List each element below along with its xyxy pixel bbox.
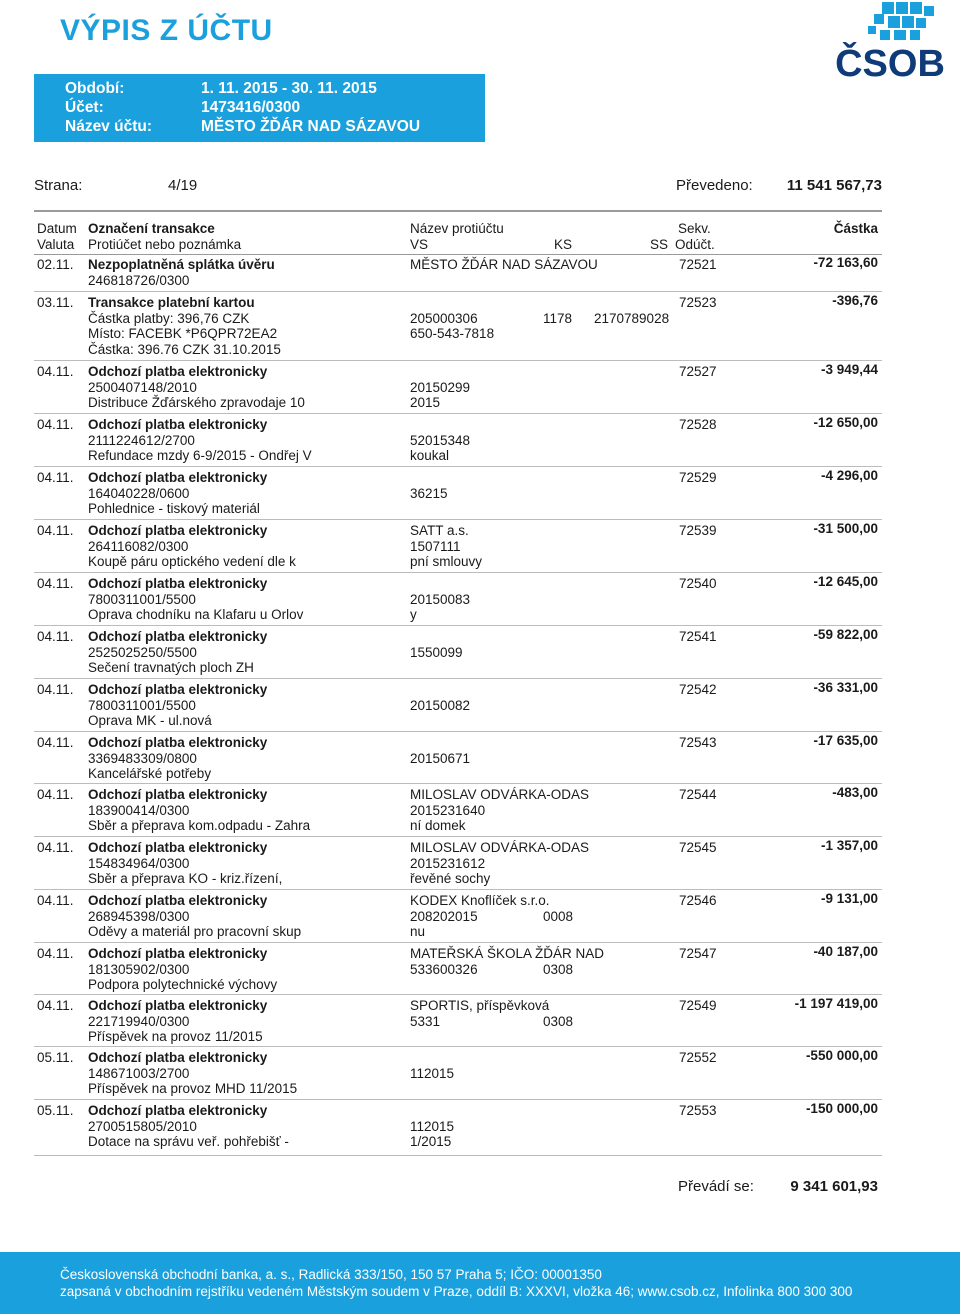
tx-date: 04.11. [37,840,74,855]
transaction-row [0,1103,960,1155]
tx-line-3: Oprava chodníku na Klafaru u Orlov [88,607,304,623]
tx-line-3: Koupě páru optického vedení dle k [88,554,296,570]
tx-ss: 2170789028 [594,310,670,326]
tx-date: 04.11. [37,998,74,1013]
tx-type: Odchozí platba elektronicky [88,735,268,750]
tx-date: 04.11. [37,893,74,908]
tx-name-2: 52015348 [410,432,471,448]
tx-type: Odchozí platba elektronicky [88,840,268,855]
tx-date: 04.11. [37,629,74,644]
tx-date: 02.11. [37,257,74,272]
row-divider [34,1046,882,1047]
tx-name-2: 2015231640 [410,802,486,818]
tx-seq: 72553 [679,1103,717,1118]
tx-line-2: 154834964/0300 [88,855,190,871]
transaction-row [0,893,960,942]
tx-amount: -72 163,60 [813,255,878,270]
header-bottom-rule [34,254,882,255]
footer-line-2: zapsaná v obchodním rejstříku vedeném Městským soudem v Praze, oddíl B: XXXVI, vložka 46; www.csob.cz, Infolinka 800 300 300 [60,1284,853,1299]
tx-seq: 72523 [679,295,717,310]
transaction-row [0,523,960,572]
tx-date: 04.11. [37,417,74,432]
row-divider [34,572,882,573]
tx-name-3: 1/2015 [410,1134,452,1150]
tx-type: Odchozí platba elektronicky [88,364,268,379]
tx-name-2: 36215 [410,485,448,501]
col-ks: KS [554,237,573,252]
tx-seq: 72543 [679,735,717,750]
tx-line-2: 246818726/0300 [88,272,190,288]
tx-name: SATT a.s. [410,523,469,538]
transaction-row [0,576,960,625]
tx-line-3: Místo: FACEBK *P6QPR72EA2 [88,326,278,342]
tx-type: Odchozí platba elektronicky [88,998,268,1013]
col-date: Datum [37,221,77,236]
carried-over-value: 11 541 567,73 [786,177,882,194]
tx-line-2: 221719940/0300 [88,1013,190,1029]
tx-date: 04.11. [37,523,74,538]
tx-line-2: 3369483309/0800 [88,750,197,766]
tx-amount: -31 500,00 [813,521,878,536]
tx-type: Odchozí platba elektronicky [88,470,268,485]
tx-amount: -3 949,44 [820,362,878,377]
tx-line-4: Částka: 396.76 CZK 31.10.2015 [88,341,281,357]
tx-seq: 72529 [679,470,717,485]
tx-seq: 72541 [679,629,717,644]
tx-date: 03.11. [37,295,74,310]
tx-line-3: Sběr a přeprava KO - kriz.řízení, [88,871,283,887]
tx-name: MILOSLAV ODVÁRKA-ODAS [410,840,590,855]
tx-date: 04.11. [37,364,74,379]
header-top-rule [34,210,882,212]
col-amount: Částka [833,221,878,236]
footer-line-1: Československá obchodní banka, a. s., Radlická 333/150, 150 57 Praha 5; IČO: 00001350 [60,1267,602,1282]
tx-date: 04.11. [37,787,74,802]
tx-name-3: ní domek [410,818,466,834]
tx-amount: -36 331,00 [813,680,878,695]
tx-name-3: 2015 [410,395,441,411]
tx-line-3: Oděvy a materiál pro pracovní skup [88,924,302,940]
transaction-row [0,417,960,466]
tx-type: Odchozí platba elektronicky [88,1103,268,1118]
tx-line-3: Příspěvek na provoz MHD 11/2015 [88,1081,298,1097]
tx-date: 04.11. [37,470,74,485]
transaction-row [0,735,960,783]
tx-name-2: 533600326 [410,961,478,977]
tx-amount: -483,00 [832,785,878,800]
tx-seq: 72549 [679,998,717,1013]
statement-title: VÝPIS Z ÚČTU [60,14,273,47]
tx-name: MATEŘSKÁ ŠKOLA ŽĎÁR NAD [410,946,605,961]
tx-line-2: 7800311001/5500 [88,591,196,607]
row-divider [34,291,882,292]
page-label: Strana: [34,177,83,194]
tx-type: Odchozí platba elektronicky [88,1050,268,1065]
tx-line-3: Kancelářské potřeby [88,766,212,782]
tx-amount: -4 296,00 [820,468,878,483]
tx-seq: 72540 [679,576,717,591]
transaction-row [0,840,960,889]
tx-amount: -1 197 419,00 [794,996,878,1011]
tx-name-2: 208202015 [410,908,478,924]
tx-amount: -550 000,00 [805,1048,878,1063]
tx-line-2: 264116082/0300 [88,538,189,554]
account-row [65,98,300,118]
row-divider [34,466,882,467]
tx-line-2: 2500407148/2010 [88,379,197,395]
tx-name-3: řevěné sochy [410,871,491,887]
tx-line-3: Příspěvek na provoz 11/2015 [88,1029,263,1045]
row-divider [34,942,882,943]
transaction-row [0,295,960,360]
tx-type: Odchozí platba elektronicky [88,576,268,591]
tx-seq: 72539 [679,523,717,538]
tx-name-2: 20150083 [410,591,471,607]
tx-line-2: 268945398/0300 [88,908,190,924]
row-divider [34,783,882,784]
csob-logo-text: ČSOB [835,43,945,85]
tx-name-2: 5331 [410,1013,441,1029]
tx-date: 05.11. [37,1050,74,1065]
transaction-row [0,629,960,678]
tx-name-2: 1550099 [410,644,463,660]
transaction-row [0,364,960,413]
page-number: 4/19 [168,177,198,194]
col-seq: Sekv. [678,221,711,236]
row-divider [34,994,882,995]
transaction-row [0,470,960,519]
transaction-row [0,946,960,994]
tx-type: Nezpoplatněná splátka úvěru [88,257,275,272]
tx-ks: 0308 [543,961,574,977]
tx-date: 04.11. [37,946,74,961]
tx-date: 04.11. [37,735,74,750]
tx-seq: 72528 [679,417,717,432]
tx-ks: 1178 [543,310,573,326]
tx-amount: -1 357,00 [820,838,878,853]
tx-line-2: 2700515805/2010 [88,1118,197,1134]
transaction-row [0,1050,960,1099]
tx-date: 04.11. [37,576,74,591]
account-name-row [65,117,420,137]
tx-amount: -12 645,00 [813,574,878,589]
tx-name-2: 20150082 [410,697,471,713]
tx-line-3: Pohlednice - tiskový materiál [88,501,260,517]
tx-amount: -12 650,00 [813,415,878,430]
tx-amount: -40 187,00 [813,944,878,959]
tx-line-2: 183900414/0300 [88,802,190,818]
tx-name-2: 20150299 [410,379,471,395]
tx-line-2: 2525025250/5500 [88,644,197,660]
tx-amount: -150 000,00 [805,1101,878,1116]
transaction-row [0,787,960,836]
tx-name-3: nu [410,924,426,940]
tx-line-3: Podpora polytechnické výchovy [88,977,278,993]
transaction-row [0,998,960,1046]
tx-line-3: Distribuce Žďárského zpravodaje 10 [88,395,305,411]
tx-line-2: 148671003/2700 [88,1065,190,1081]
col-ss: SS [650,237,669,252]
col-vs: VS [410,237,429,252]
account-info-box [34,74,485,142]
col-debit: Odúčt. [675,237,715,252]
csob-logo [770,0,960,140]
period-row [65,79,377,99]
tx-type: Odchozí platba elektronicky [88,893,268,908]
tx-name-2: 1507111 [410,538,461,554]
tx-seq: 72542 [679,682,717,697]
tx-name-2: 20150671 [410,750,471,766]
transaction-row [0,257,960,291]
account-name-label: Název účtu: [65,118,152,135]
tx-name-3: pní smlouvy [410,554,483,570]
tx-type: Transakce platební kartou [88,295,255,310]
tx-line-3: Refundace mzdy 6-9/2015 - Ondřej V [88,448,312,464]
tx-ks: 0008 [543,908,574,924]
tx-name-2: 112015 [410,1118,455,1134]
tx-line-2: 2111224612/2700 [88,432,195,448]
tx-name-2: 2015231612 [410,855,486,871]
footer [0,1252,960,1314]
tx-line-2: 181305902/0300 [88,961,190,977]
tx-name: MĚSTO ŽĎÁR NAD SÁZAVOU [410,257,598,272]
tx-ks: 0308 [543,1013,574,1029]
tx-line-2: 7800311001/5500 [88,697,196,713]
account-label: Účet: [65,99,104,116]
tx-amount: -9 131,00 [820,891,878,906]
period-label: Období: [65,80,125,97]
tx-seq: 72544 [679,787,717,802]
col-counter-account: Protiúčet nebo poznámka [88,237,242,252]
row-divider [34,678,882,679]
account-number: 1473416/0300 [201,99,301,116]
tx-type: Odchozí platba elektronicky [88,946,268,961]
period-value: 1. 11. 2015 - 30. 11. 2015 [201,80,377,97]
tx-name: SPORTIS, příspěvková [410,998,550,1013]
account-name-value: MĚSTO ŽĎÁR NAD SÁZAVOU [201,118,421,135]
tx-line-3: Dotace na správu veř. pohřebišť - [88,1134,289,1150]
tx-seq: 72527 [679,364,717,379]
row-divider [34,625,882,626]
tx-amount: -59 822,00 [813,627,878,642]
tx-seq: 72552 [679,1050,717,1065]
carried-over-label: Převedeno: [676,177,753,194]
row-divider [34,360,882,361]
tx-type: Odchozí platba elektronicky [88,682,268,697]
row-divider [34,836,882,837]
row-divider [34,519,882,520]
tx-type: Odchozí platba elektronicky [88,787,268,802]
tx-date: 05.11. [37,1103,74,1118]
tx-seq: 72521 [679,257,717,272]
tx-seq: 72545 [679,840,717,855]
col-value-date: Valuta [37,237,75,252]
tx-line-2: Částka platby: 396,76 CZK [88,310,250,326]
tx-amount: -396,76 [832,293,878,308]
tx-type: Odchozí platba elektronicky [88,629,268,644]
tx-amount: -17 635,00 [813,733,878,748]
row-divider [34,1155,882,1156]
tx-name-3: y [410,607,417,623]
tx-line-3: Sečení travnatých ploch ZH [88,660,254,676]
tx-date: 04.11. [37,682,74,697]
transaction-row [0,682,960,731]
tx-name-2: 205000306 [410,310,478,326]
carry-forward-label: Převádí se: [678,1178,754,1195]
row-divider [34,1099,882,1100]
carry-forward-value: 9 341 601,93 [790,1178,878,1195]
tx-name: KODEX Knoflíček s.r.o. [410,893,550,908]
row-divider [34,889,882,890]
tx-line-2: 164040228/0600 [88,485,190,501]
tx-line-3: Oprava MK - ul.nová [88,713,212,729]
col-description: Označení transakce [88,221,215,236]
row-divider [34,413,882,414]
tx-type: Odchozí platba elektronicky [88,523,268,538]
tx-name-2: 112015 [410,1065,455,1081]
tx-type: Odchozí platba elektronicky [88,417,268,432]
tx-name-3: 650-543-7818 [410,326,495,342]
tx-seq: 72547 [679,946,717,961]
tx-line-3: Sběr a přeprava kom.odpadu - Zahra [88,818,311,834]
tx-name-3: koukal [410,448,450,464]
tx-seq: 72546 [679,893,717,908]
row-divider [34,731,882,732]
col-counter-name: Název protiúčtu [410,221,504,236]
tx-name: MILOSLAV ODVÁRKA-ODAS [410,787,590,802]
